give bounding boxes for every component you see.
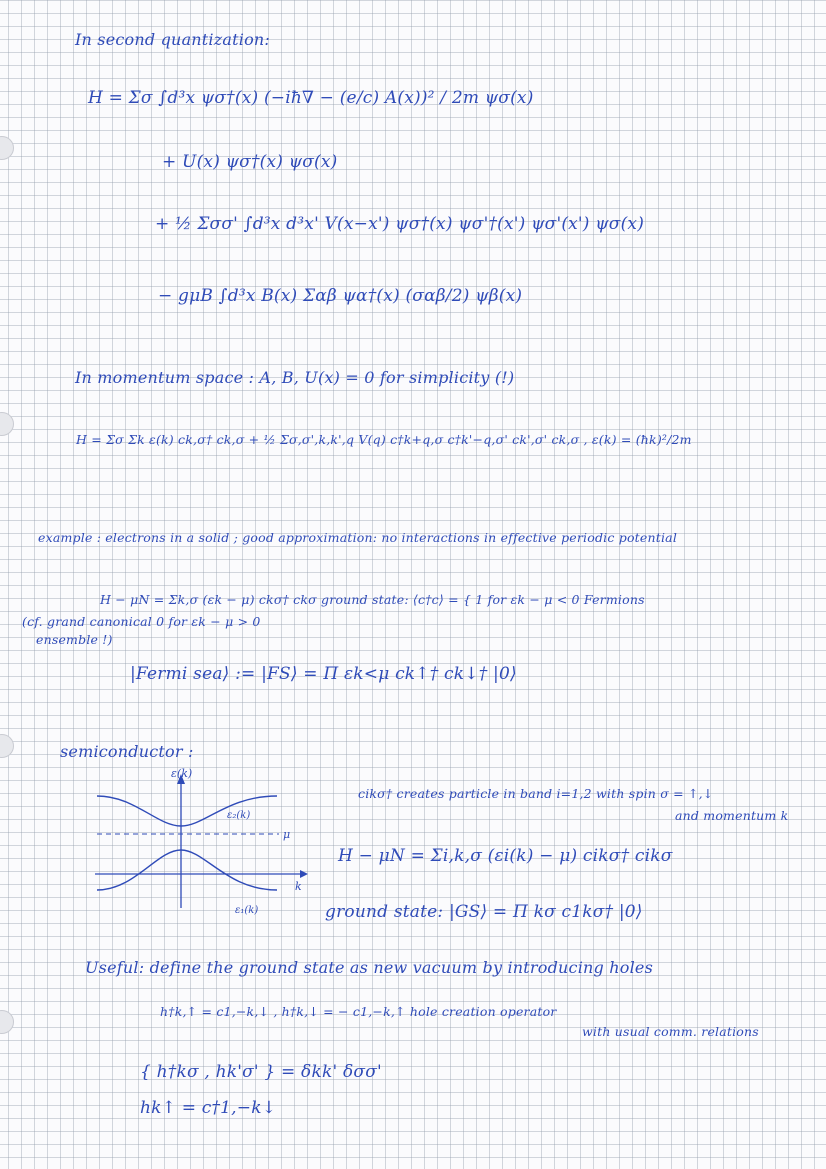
comm-relations-note: with usual comm. relations — [582, 1024, 759, 1039]
momentum-note: and momentum k — [675, 808, 789, 823]
band-creation-operator: cikσ† creates particle in band i=1,2 with spin σ = ↑,↓ — [358, 786, 714, 801]
valence-band-curve — [97, 850, 277, 890]
heading-second-quantization: In second quantization: — [75, 30, 270, 49]
zeeman-term: − gμB ∫d³x B(x) Σαβ ψα†(x) (σαβ/2) ψβ(x) — [158, 286, 523, 306]
band-hamiltonian: H − μN = Σi,k,σ (εi(k) − μ) cikσ† cikσ — [338, 846, 673, 866]
hole-annihilation: hk↑ = c†1,−k↓ — [140, 1098, 277, 1118]
grand-canonical-note: (cf. grand canonical 0 for εk − μ > 0 — [22, 614, 261, 629]
fermi-sea-definition: |Fermi sea⟩ := |FS⟩ = Π εk<μ ck↑† ck↓† |0⟩ — [130, 664, 517, 684]
punch-hole-1 — [0, 136, 14, 160]
heading-momentum-space: In momentum space : A, B, U(x) = 0 for simplicity (!) — [75, 368, 515, 387]
band1-label: ε₁(k) — [235, 905, 259, 916]
punch-hole-4 — [0, 1010, 14, 1034]
ensemble-note: ensemble !) — [36, 632, 113, 647]
punch-hole-3 — [0, 734, 14, 758]
heading-semiconductor: semiconductor : — [60, 742, 194, 761]
momentum-hamiltonian: H = Σσ Σk ε(k) ck,σ† ck,σ + ½ Σσ,σ',k,k',q V(q) c†k+q,σ c†k'−q,σ' ck',σ' ck,σ , ε(k) = (ħk)²/2m — [76, 432, 692, 447]
punch-hole-2 — [0, 412, 14, 436]
example-electrons-solid: example : electrons in a solid ; good approximation: no interactions in effective periodic potential — [38, 530, 678, 545]
useful-hole-definition: Useful: define the ground state as new vacuum by introducing holes — [85, 958, 653, 977]
mu-label: μ — [283, 828, 291, 841]
energy-axis-label: ε(k) — [171, 768, 193, 780]
k-axis-arrow-icon — [300, 870, 308, 878]
k-axis-label: k — [295, 880, 302, 893]
band-structure-sketch — [95, 768, 315, 918]
band2-label: ε₂(k) — [227, 810, 251, 821]
anticommutator: { h†kσ , hk'σ' } = δkk' δσσ' — [140, 1062, 382, 1082]
interaction-term: + ½ Σσσ' ∫d³x d³x' V(x−x') ψσ†(x) ψσ'†(x') ψσ'(x') ψσ(x) — [155, 214, 645, 234]
potential-term: + U(x) ψσ†(x) ψσ(x) — [162, 152, 338, 172]
semiconductor-ground-state: ground state: |GS⟩ = Π kσ c1kσ† |0⟩ — [325, 902, 643, 922]
grand-canonical-hamiltonian: H − μN = Σk,σ (εk − μ) ckσ† ckσ ground state: ⟨c†c⟩ = { 1 for εk − μ < 0 Fermions — [100, 592, 645, 607]
hamiltonian-kinetic-term: H = Σσ ∫d³x ψσ†(x) (−iħ∇ − (e/c) A(x))² / 2m ψσ(x) — [88, 88, 534, 108]
hole-operators: h†k,↑ = c1,−k,↓ , h†k,↓ = − c1,−k,↑ hole creation operator — [160, 1004, 557, 1019]
